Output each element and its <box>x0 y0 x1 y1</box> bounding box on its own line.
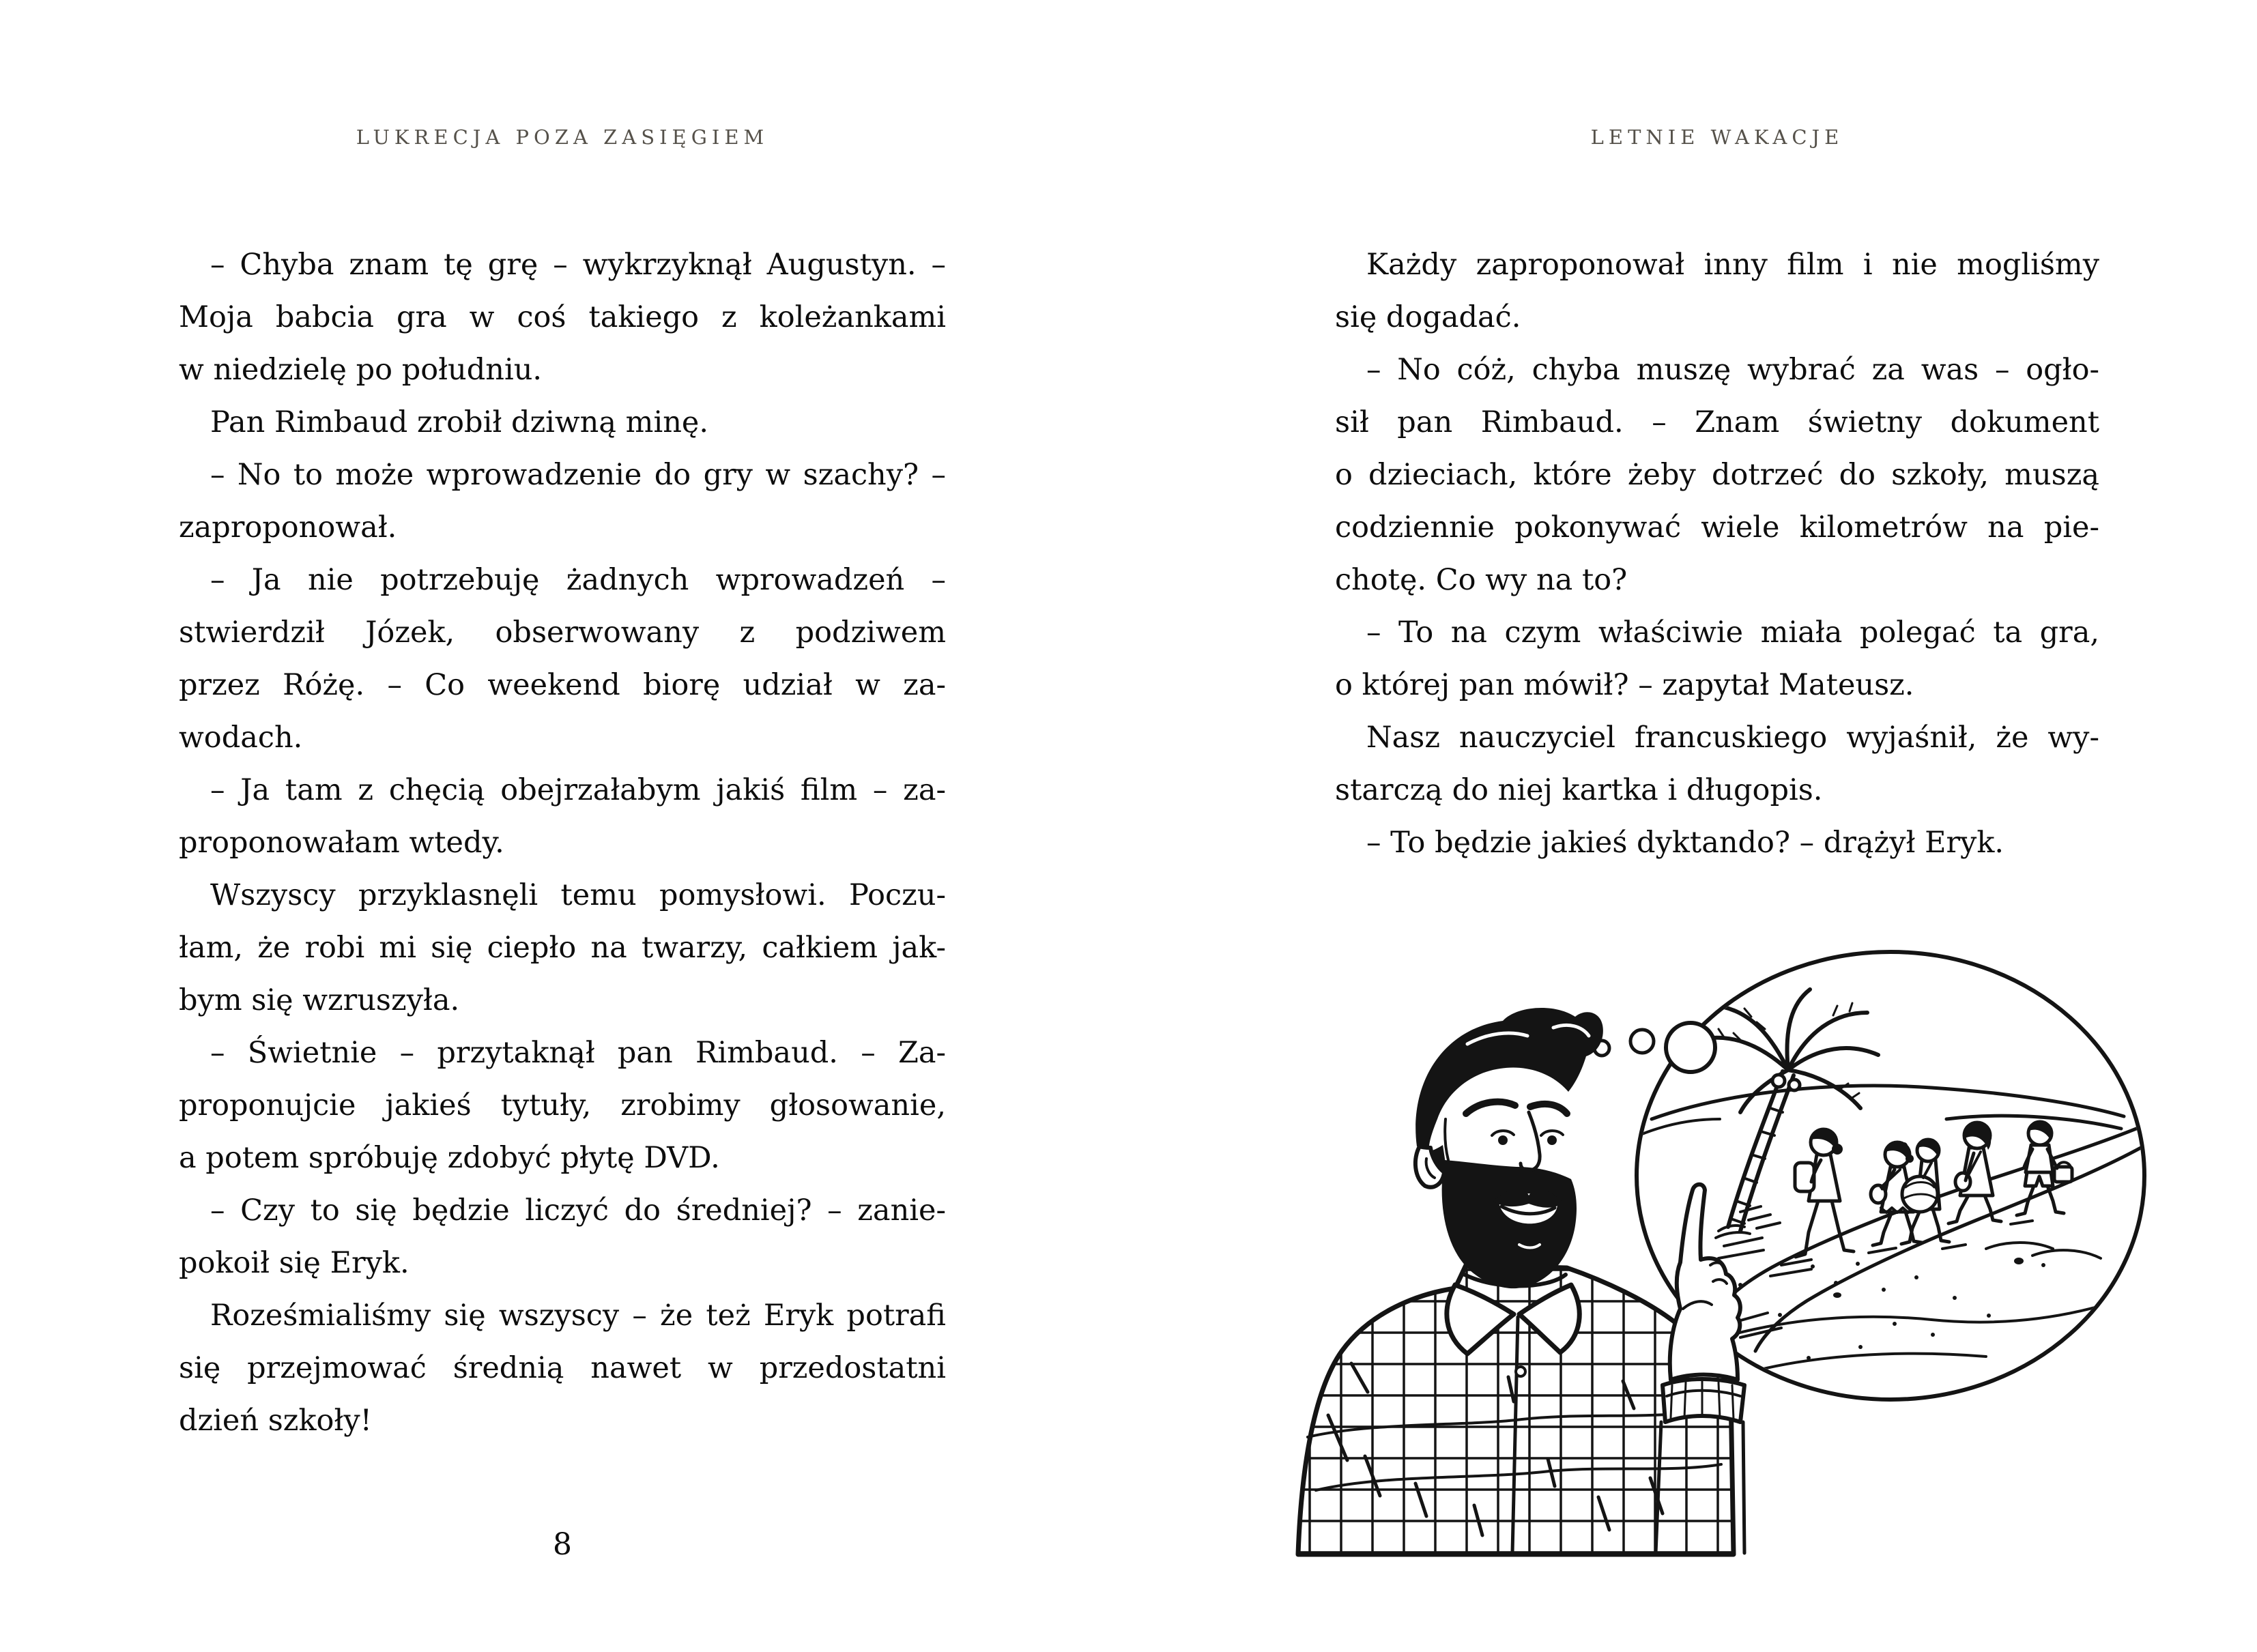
text-line: – Świetnie – przytaknął pan Rimbaud. – Za- <box>210 1036 946 1070</box>
text-line: a potem spróbuję zdobyć płytę DVD. <box>179 1141 720 1175</box>
text-line: proponujcie jakieś tytuły, zrobimy głosowanie, <box>179 1088 946 1122</box>
text-line: starczą do niej kartka i długopis. <box>1335 773 1823 807</box>
text-line: – No cóż, chyba muszę wybrać za was – ogło- <box>1366 353 2099 387</box>
text-line: chotę. Co wy na to? <box>1335 563 1628 597</box>
text-line: w niedzielę po południu. <box>179 353 543 387</box>
text-line: stwierdził Józek, obserwowany z podziwem <box>179 615 946 650</box>
text-line: – Chyba znam tę grę – wykrzyknął Augustyn. – <box>210 248 946 282</box>
running-header-right: LETNIE WAKACJE <box>1590 126 1844 149</box>
text-line: proponowałam wtedy. <box>179 826 504 860</box>
text-line: o dzieciach, które żeby dotrzeć do szkoły, muszą <box>1335 458 2099 492</box>
text-line: – No to może wprowadzenie do gry w szachy? – <box>210 458 946 492</box>
left-page-text <box>179 239 946 1447</box>
text-line: Nasz nauczyciel francuskiego wyjaśnił, że wy- <box>1366 721 2099 755</box>
text-line: Wszyscy przyklasnęli temu pomysłowi. Poczu- <box>210 878 946 912</box>
thought-dots <box>1594 1023 1715 1072</box>
text-line: – Czy to się będzie liczyć do średniej? – zanie- <box>210 1193 946 1228</box>
text-line: zaproponował. <box>179 510 397 545</box>
text-line: pokoił się Eryk. <box>179 1246 409 1280</box>
page-illustration <box>1263 940 2204 1595</box>
text-line: – Ja nie potrzebuję żadnych wprowadzeń – <box>210 563 946 597</box>
text-line: Każdy zaproponował inny film i nie mogliśmy <box>1366 248 2099 282</box>
text-line: – Ja tam z chęcią obejrzałabym jakiś film – za- <box>210 773 946 807</box>
text-line: dzień szkoły! <box>179 1404 372 1438</box>
text-line: o której pan mówił? – zapytał Mateusz. <box>1335 668 1914 702</box>
page-number: 8 <box>553 1527 572 1562</box>
text-line: się dogadać. <box>1335 300 1521 334</box>
text-line: Moja babcia gra w coś takiego z koleżankami <box>179 300 946 334</box>
text-line: wodach. <box>179 721 303 755</box>
eye-left <box>1498 1135 1508 1145</box>
text-line: – To na czym właściwie miała polegać ta gra, <box>1366 615 2099 650</box>
text-line: Pan Rimbaud zrobił dziwną minę. <box>210 405 709 439</box>
text-line: Roześmialiśmy się wszyscy – że też Eryk potrafi <box>210 1299 946 1333</box>
text-line: się przejmować średnią nawet w przedostatni <box>179 1351 946 1385</box>
teacher-head <box>1415 1008 1603 1288</box>
eyebrow-left <box>1466 1102 1515 1114</box>
text-line: sił pan Rimbaud. – Znam świetny dokument <box>1335 405 2099 439</box>
eye-right <box>1547 1135 1557 1145</box>
running-header-left: LUKRECJA POZA ZASIĘGIEM <box>356 126 769 149</box>
text-line: przez Różę. – Co weekend biorę udział w za- <box>179 668 946 702</box>
text-line: łam, że robi mi się ciepło na twarzy, całkiem jak- <box>179 931 946 965</box>
text-line: codziennie pokonywać wiele kilometrów na pie- <box>1335 510 2099 545</box>
text-line: bym się wzruszyła. <box>179 983 460 1017</box>
eyebrow-right <box>1530 1104 1567 1114</box>
right-page-text <box>1335 239 2099 869</box>
nose <box>1521 1112 1540 1170</box>
text-line: – To będzie jakieś dyktando? – drążył Eryk. <box>1366 826 2004 860</box>
